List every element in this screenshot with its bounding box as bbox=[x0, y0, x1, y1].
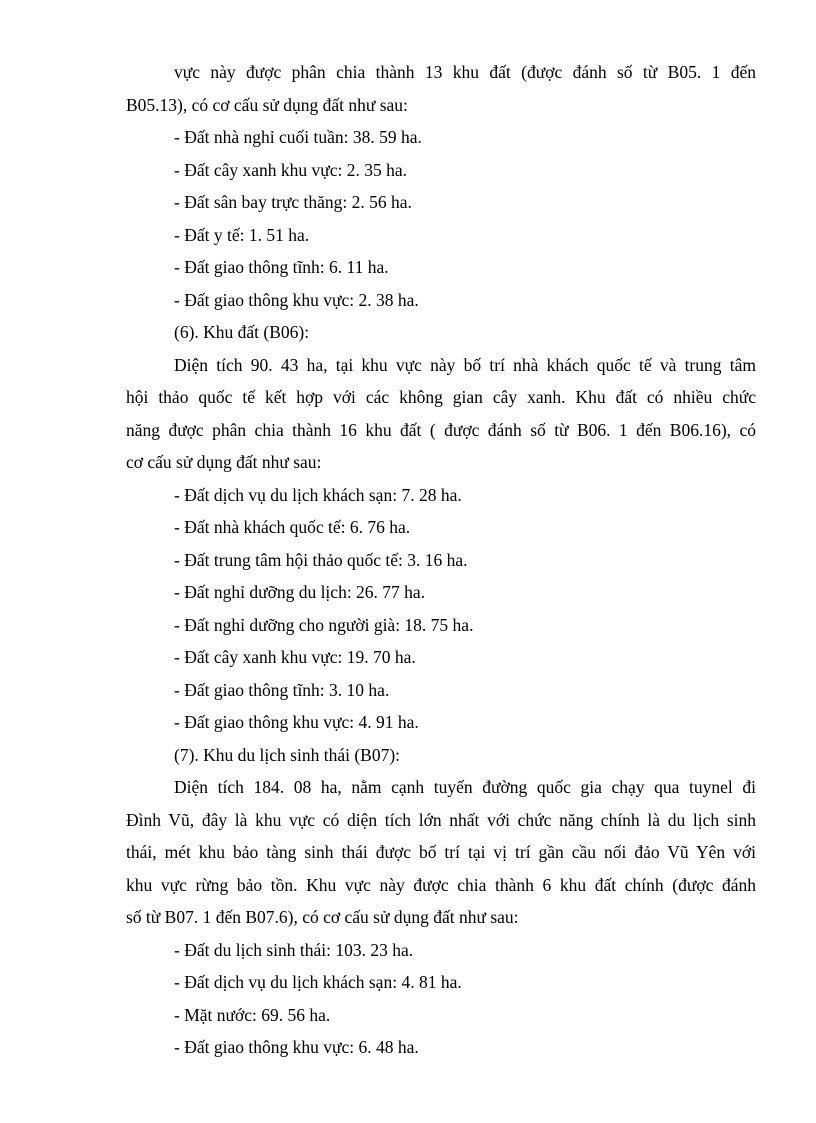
list-item: - Đất nghỉ dưỡng cho người già: 18. 75 ha. bbox=[174, 614, 474, 635]
list-item: - Đất dịch vụ du lịch khách sạn: 7. 28 ha. bbox=[174, 484, 462, 505]
list-item: - Đất giao thông khu vực: 6. 48 ha. bbox=[174, 1037, 419, 1057]
list-item: - Đất trung tâm hội thảo quốc tế: 3. 16 ha. bbox=[174, 549, 468, 570]
paragraph-line: Diện tích 90. 43 ha, tại khu vực này bố trí nhà khách quốc tế và trung tâm bbox=[174, 354, 756, 375]
list-item: - Đất nhà khách quốc tế: 6. 76 ha. bbox=[174, 517, 411, 537]
paragraph-line: thái, mét khu bảo tàng sinh thái được bố trí tại vị trí gần cầu nối đảo Vũ Yên với bbox=[126, 842, 756, 862]
paragraph-line: (6). Khu đất (B06): bbox=[174, 322, 310, 342]
paragraph-line: Diện tích 184. 08 ha, nằm cạnh tuyến đường quốc gia chạy qua tuynel đi bbox=[174, 777, 756, 797]
list-item: - Đất sân bay trực thăng: 2. 56 ha. bbox=[174, 192, 412, 212]
list-item: - Đất dịch vụ du lịch khách sạn: 4. 81 ha. bbox=[174, 972, 462, 992]
list-item: - Đất du lịch sinh thái: 103. 23 ha. bbox=[174, 939, 414, 960]
list-item: - Đất giao thông khu vực: 4. 91 ha. bbox=[174, 712, 419, 732]
list-item: - Đất nghỉ dưỡng du lịch: 26. 77 ha. bbox=[174, 582, 426, 602]
list-item: - Đất cây xanh khu vực: 19. 70 ha. bbox=[174, 647, 416, 667]
list-item: - Đất nhà nghỉ cuối tuần: 38. 59 ha. bbox=[174, 127, 422, 147]
paragraph-line: năng được phân chia thành 16 khu đất ( được đánh số từ B06. 1 đến B06.16), có bbox=[126, 419, 756, 440]
paragraph-line: vực này được phân chia thành 13 khu đất (được đánh số từ B05. 1 đến bbox=[174, 62, 756, 82]
document-page bbox=[126, 56, 756, 1064]
list-item: - Đất y tế: 1. 51 ha. bbox=[174, 224, 310, 245]
paragraph-line: hội thảo quốc tế kết hợp với các không gian cây xanh. Khu đất có nhiều chức bbox=[126, 387, 756, 407]
list-item: - Đất giao thông tĩnh: 6. 11 ha. bbox=[174, 257, 389, 277]
paragraph-line: khu vực rừng bảo tồn. Khu vực này được chia thành 6 khu đất chính (được đánh bbox=[126, 874, 756, 895]
list-item: - Đất giao thông khu vực: 2. 38 ha. bbox=[174, 289, 419, 310]
paragraph-line: B05.13), có cơ cấu sử dụng đất như sau: bbox=[126, 94, 408, 115]
list-item: - Đất cây xanh khu vực: 2. 35 ha. bbox=[174, 159, 408, 180]
list-item: - Mặt nước: 69. 56 ha. bbox=[174, 1004, 331, 1025]
paragraph-line: cơ cấu sử dụng đất như sau: bbox=[126, 452, 322, 472]
list-item: - Đất giao thông tĩnh: 3. 10 ha. bbox=[174, 679, 390, 700]
paragraph-line: Đình Vũ, đây là khu vực có diện tích lớn nhất với chức năng chính là du lịch sinh bbox=[126, 809, 756, 830]
paragraph-line: số từ B07. 1 đến B07.6), có cơ cấu sử dụng đất như sau: bbox=[126, 907, 519, 927]
paragraph-line: (7). Khu du lịch sinh thái (B07): bbox=[174, 744, 401, 765]
